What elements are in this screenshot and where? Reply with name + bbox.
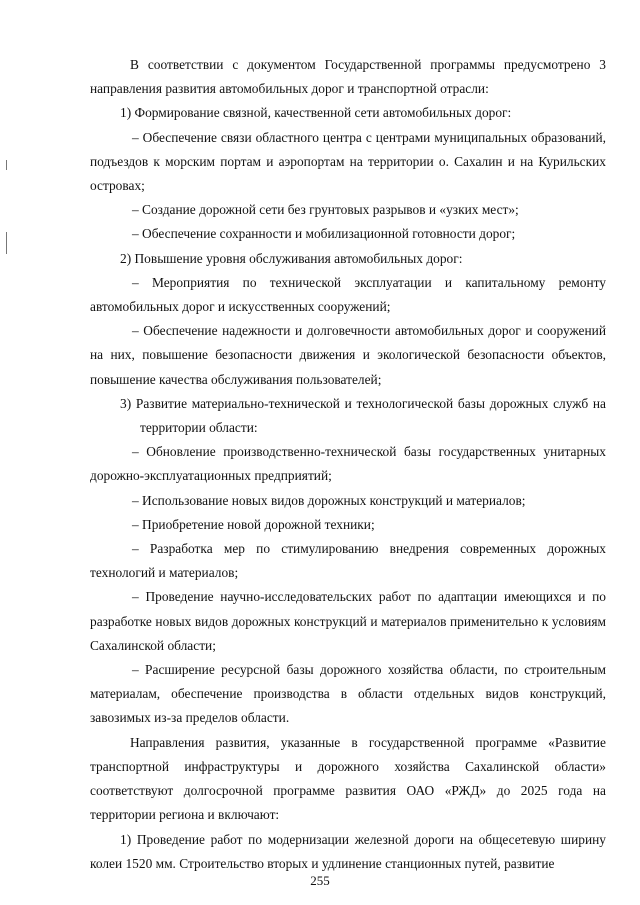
list-subitem: – Проведение научно-исследовательских работ по адаптации имеющихся и по разработке новых видов дорожных конструкций и материалов применительно к условиям Сахалинской области; <box>90 589 606 653</box>
list-subitem: – Расширение ресурсной базы дорожного хозяйства области, по строительным материалам, обеспечение производства в области отдельных видов конструкций, завозимых из-за пределов области. <box>90 662 606 726</box>
list-item-2: 2) Повышение уровня обслуживания автомобильных дорог: <box>120 250 463 266</box>
list-subitem: – Разработка мер по стимулированию внедрения современных дорожных технологий и материалов; <box>90 541 606 581</box>
list-subitem: – Приобретение новой дорожной техники; <box>132 516 375 532</box>
page-number: 255 <box>310 873 330 888</box>
scan-artifact <box>6 160 7 170</box>
list-item-3: 3) Развитие материально-технической и технологической базы дорожных служб на территории области: <box>120 395 606 436</box>
scan-artifact <box>6 232 7 254</box>
document-body <box>90 53 606 876</box>
list-subitem: – Обновление производственно-технической базы государственных унитарных дорожно-эксплуатационных предприятий; <box>90 444 606 484</box>
paragraph-directions: Направления развития, указанные в государственной программе «Развитие транспортной инфраструктуры и дорожного хозяйства Сахалинской области» соответствуют долгосрочной программе развития ОАО «РЖД» до 2025 года на территории региона и включают: <box>90 734 606 823</box>
list-subitem: – Обеспечение связи областного центра с центрами муниципальных образований, подъездов к морским портам и аэропортам на территории о. Сахалин и на Курильских островах; <box>90 129 606 194</box>
list-subitem: – Использование новых видов дорожных конструкций и материалов; <box>132 492 526 508</box>
list-subitem: – Обеспечение сохранности и мобилизационной готовности дорог; <box>132 226 516 242</box>
list-subitem: – Обеспечение надежности и долговечности автомобильных дорог и сооружений на них, повышение безопасности движения и экологической безопасности объектов, повышение качества обслуживания пользователей; <box>90 323 606 387</box>
list-subitem: – Мероприятия по технической эксплуатации и капитальному ремонту автомобильных дорог и искусственных сооружений; <box>90 274 606 315</box>
list-item-1: 1) Проведение работ по модернизации железной дороги на общесетевую ширину колеи 1520 мм. Строительство вторых и удлинение станционных путей, развитие <box>90 831 606 871</box>
paragraph-intro: В соответствии с документом Государственной программы предусмотрено 3 направления развития автомобильных дорог и транспортной отрасли: <box>90 57 606 97</box>
list-item-1: 1) Формирование связной, качественной сети автомобильных дорог: <box>120 105 512 121</box>
list-subitem: – Создание дорожной сети без грунтовых разрывов и «узких мест»; <box>132 202 519 218</box>
